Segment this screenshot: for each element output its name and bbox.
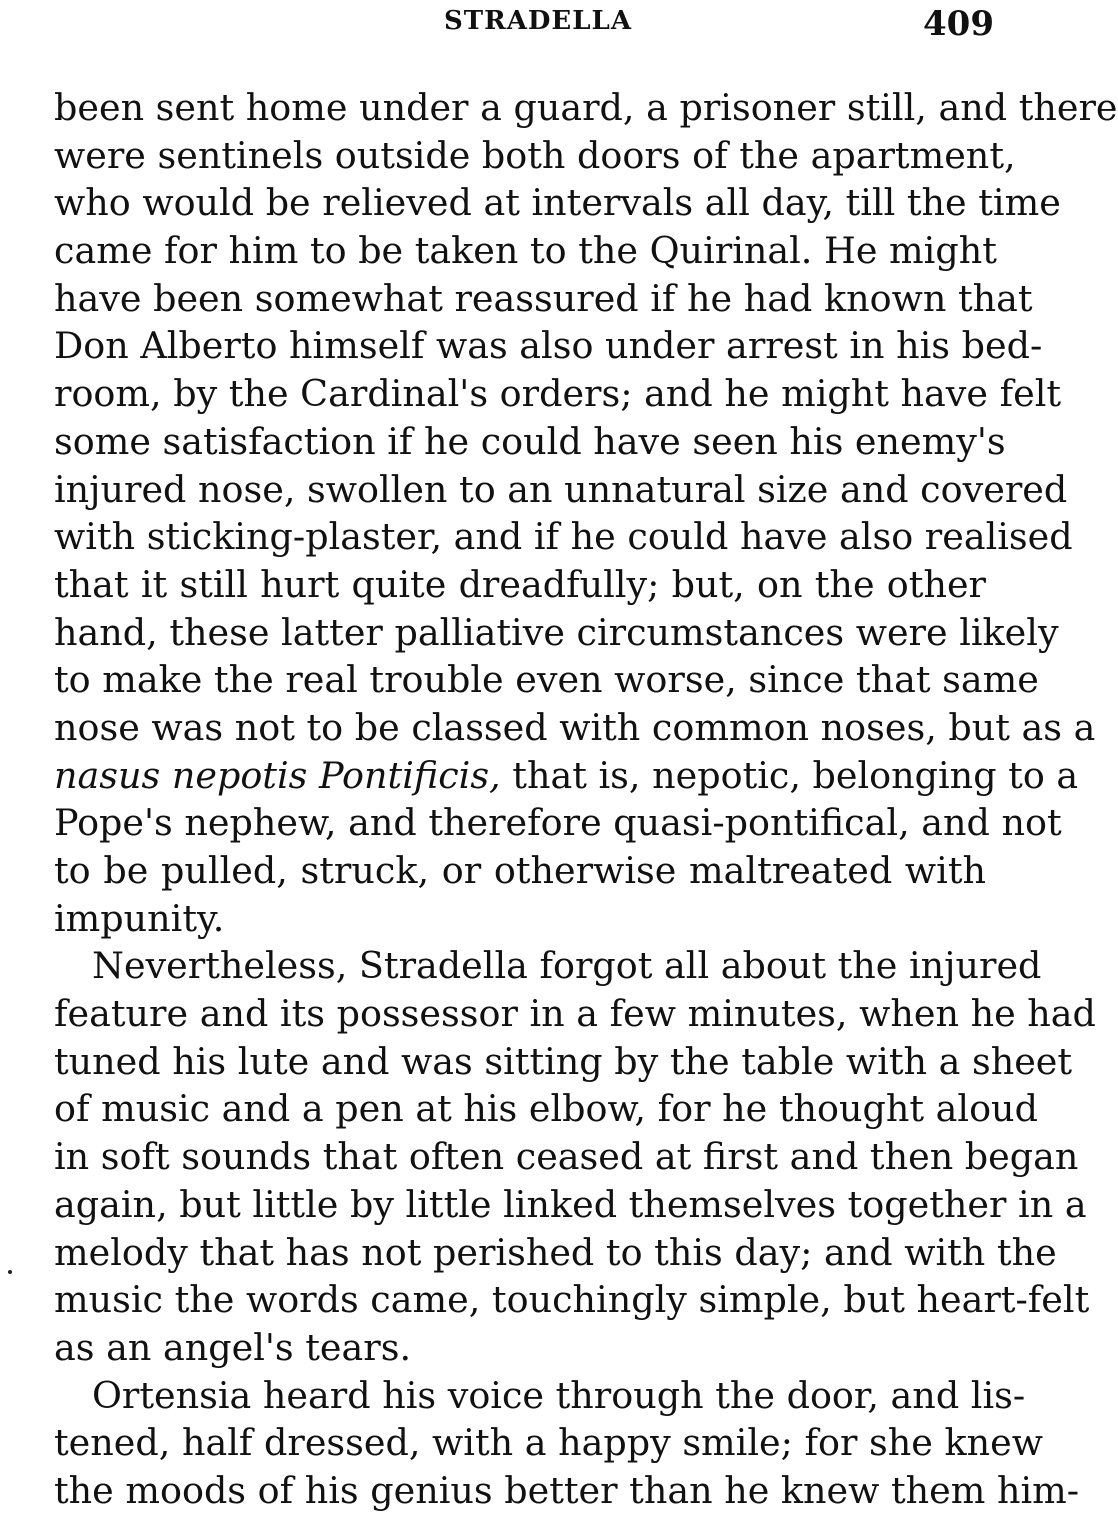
latin-phrase: nasus nepotis Pontificis, [54, 753, 501, 797]
text-line: came for him to be taken to the Quirinal. He might [54, 229, 997, 273]
paragraph-start-line: Ortensia heard his voice through the door, and lis- [92, 1373, 1026, 1417]
text-line: feature and its possessor in a few minutes, when he had [54, 992, 1096, 1036]
running-title: STRADELLA [443, 6, 632, 36]
text-line: to be pulled, struck, or otherwise maltreated with [54, 849, 986, 892]
text-line: tuned his lute and was sitting by the table with a sheet [54, 1039, 1073, 1083]
text-line: in soft sounds that often ceased at first and then began [54, 1135, 1079, 1179]
text-line: the moods of his genius better than he knew them him- [54, 1468, 1080, 1512]
page-number: 409 [923, 4, 994, 44]
text-line: some satisfaction if he could have seen his enemy's [54, 419, 1006, 463]
paragraph-start-line: Nevertheless, Stradella forgot all about the injured [92, 944, 1042, 988]
text-line: to make the real trouble even worse, since that same [54, 658, 1039, 702]
ink-speck [8, 1270, 12, 1274]
paragraph-end-line: as an angel's tears. [54, 1325, 412, 1369]
book-page [54, 0, 1118, 1513]
text-line: have been somewhat reassured if he had known that [54, 276, 1033, 320]
text-line: hand, these latter palliative circumstances were likely [54, 610, 1059, 654]
text-line: of music and a pen at his elbow, for he thought aloud [54, 1087, 1038, 1131]
running-head [54, 2, 994, 44]
text-line: with sticking-plaster, and if he could have also realised [54, 515, 1073, 559]
text-line: melody that has not perished to this day; and with the [54, 1230, 1057, 1274]
text-line: been sent home under a guard, a prisoner still, and there [54, 86, 1118, 129]
text-line-italic-phrase [54, 752, 1079, 800]
text-line: Don Alberto himself was also under arrest in his bed- [54, 324, 1043, 368]
text-line: room, by the Cardinal's orders; and he might have felt [54, 372, 1062, 416]
body-text [54, 84, 1118, 1515]
text-line: who would be relieved at intervals all day, till the time [54, 181, 1061, 225]
text-line: that it still hurt quite dreadfully; but, on the other [54, 562, 986, 606]
paragraph-end-line: impunity. [54, 896, 225, 940]
text-line: music the words came, touchingly simple, but heart-felt [54, 1278, 1090, 1322]
text-line: nose was not to be classed with common noses, but as a [54, 705, 1096, 749]
line-remainder: that is, nepotic, belonging to a [500, 753, 1079, 797]
text-line: tened, half dressed, with a happy smile; for she knew [54, 1421, 1043, 1465]
text-line: again, but little by little linked themselves together in a [54, 1182, 1087, 1226]
text-line: injured nose, swollen to an unnatural size and covered [54, 467, 1068, 511]
text-line: were sentinels outside both doors of the apartment, [54, 133, 1016, 177]
text-line: Pope's nephew, and therefore quasi-pontifical, and not [54, 801, 1062, 845]
